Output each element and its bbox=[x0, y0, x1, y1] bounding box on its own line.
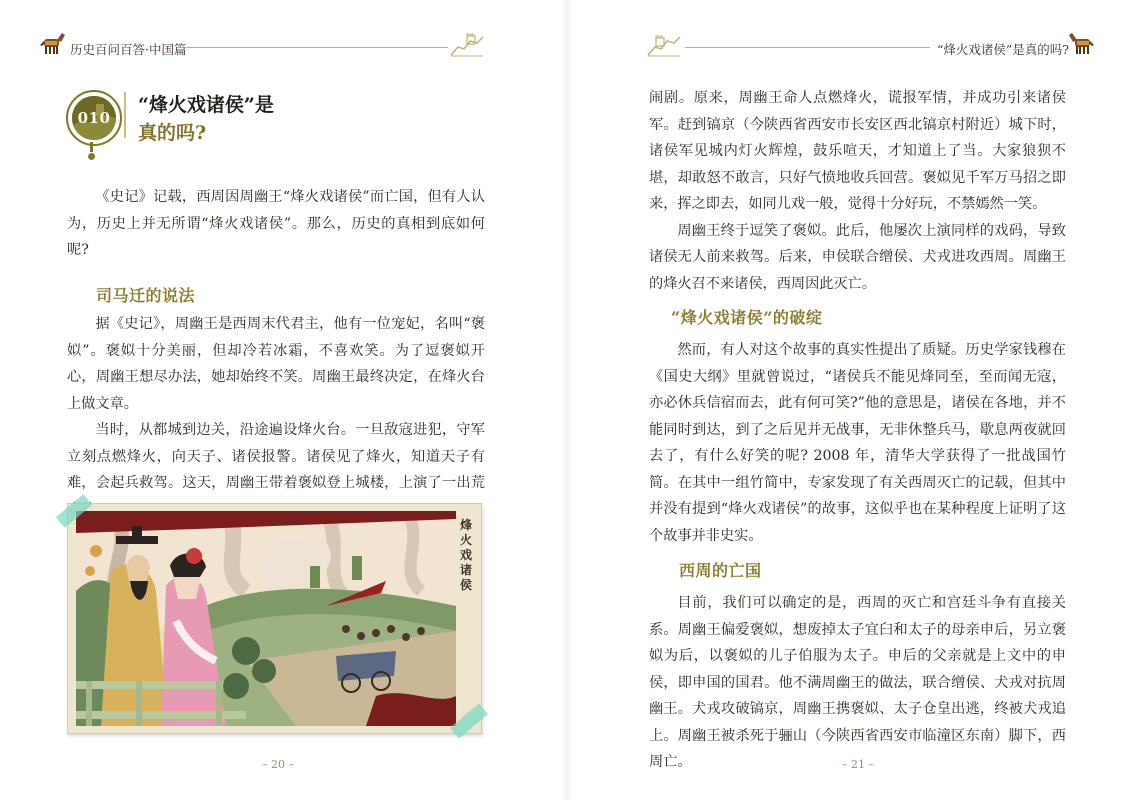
paragraph: 闹剧。原来，周幽王命人点燃烽火，谎报军情，并成功引来诸侯军。赶到镐京（今陕西省西安市长安区西北镐京村附近）城下时，诸侯军见城内灯火辉煌，鼓乐喧天，才知道上了当。大家狼狈不堪，却敢怒不敢言，只好气愤地收兵回营。褒姒见千军万马招之即来，挥之即去，如同儿戏一般，觉得十分好玩，不禁嫣然一笑。 bbox=[649, 90, 1066, 212]
horse-icon bbox=[1068, 31, 1094, 55]
question-number-badge bbox=[66, 90, 122, 146]
section3-body bbox=[649, 590, 1066, 776]
illustration-caption: 烽火戏诸侯 bbox=[460, 518, 473, 592]
running-head: 历史百问百答·中国篇 bbox=[70, 42, 187, 57]
right-page bbox=[567, 0, 1133, 800]
paragraph: 当时，从都城到边关，沿途遍设烽火台。一旦敌寇进犯，守军立刻点燃烽火，向天子、诸侯报警。诸侯见了烽火，知道天子有难，会起兵救驾。这天，周幽王带着褒姒登上城楼，上演了一出荒 bbox=[67, 422, 485, 491]
badge-dot bbox=[88, 153, 95, 160]
page-number: – 21 – bbox=[842, 758, 874, 771]
section2-body bbox=[649, 337, 1066, 549]
paragraph: 周幽王终于逗笑了褒姒。此后，他屡次上演同样的戏码，导致诸侯无人前来救驾。后来，申侯联合缯侯、犬戎进攻西周。周幽王的烽火召不来诸侯，西周因此灭亡。 bbox=[649, 222, 1066, 292]
left-page bbox=[0, 0, 566, 800]
intro-paragraph bbox=[67, 184, 485, 264]
continued-body bbox=[649, 85, 1066, 297]
illustration-artwork bbox=[76, 511, 456, 726]
horse-icon bbox=[40, 31, 66, 55]
section-heading-simaqian: 司马迁的说法 bbox=[96, 286, 196, 305]
page-number: – 20 – bbox=[262, 758, 294, 771]
section1-body bbox=[67, 311, 485, 523]
paragraph: 据《史记》，周幽王是西周末代君主，他有一位宠妃，名叫“褒姒”。褒姒十分美丽，但却冷若冰霜，不喜欢笑。为了逗褒姒开心，周幽王想尽办法，她却始终不笑。周幽王最终决定，在烽火台上做文章。 bbox=[67, 316, 485, 412]
running-head: “烽火戏诸侯”是真的吗? bbox=[937, 42, 1069, 57]
badge-stem bbox=[90, 142, 93, 152]
great-wall-icon bbox=[647, 33, 681, 57]
intro-text: 《史记》记载，西周因周幽王“烽火戏诸侯”而亡国，但有人认为，历史上并无所谓“烽火戏诸侯”。那么，历史的真相到底如何呢? bbox=[67, 189, 485, 258]
section-heading-fall: 西周的亡国 bbox=[679, 561, 762, 580]
header-rule bbox=[186, 47, 448, 48]
title-divider bbox=[124, 92, 126, 138]
paragraph: 然而，有人对这个故事的真实性提出了质疑。历史学家钱穆在《国史大纲》里就曾说过，“诸侯兵不能见烽同至，至而闻无寇，亦必休兵信宿而去，此有何可笑?”他的意思是，诸侯在各地，并不能同时到达，到了之后见并无战事，无非休整兵马，歇息两夜就回去了，有什么好笑的呢? 2008 年，清华大学获得了一批战国竹简。在其中一组竹简中，专家发现了有关西周灭亡的记载，但其中并没有提到“烽火戏诸侯”的故事，这似乎也在某种程度上证明了这个故事并非史实。 bbox=[649, 342, 1066, 544]
chapter-title-line2: 真的吗? bbox=[138, 122, 207, 144]
section-heading-flaw: “烽火戏诸侯”的破绽 bbox=[671, 308, 823, 327]
great-wall-icon bbox=[450, 33, 484, 57]
header-rule bbox=[685, 47, 930, 48]
illustration-beacon-fire bbox=[67, 503, 482, 734]
question-number: 010 bbox=[77, 109, 111, 127]
chapter-title-line1: “烽火戏诸侯”是 bbox=[138, 94, 274, 116]
paragraph: 目前，我们可以确定的是，西周的灭亡和宫廷斗争有直接关系。周幽王偏爱褒姒，想废掉太子宜臼和太子的母亲申后，另立褒姒为后，以褒姒的儿子伯服为太子。申后的父亲就是上文中的申侯，即申国的国君。他不满周幽王的做法，联合缯侯、犬戎对抗周幽王。犬戎攻破镐京，周幽王携褒姒、太子仓皇出逃，终被犬戎追上。周幽王被杀死于骊山（今陕西省西安市临潼区东南）脚下，西周亡。 bbox=[649, 595, 1066, 770]
